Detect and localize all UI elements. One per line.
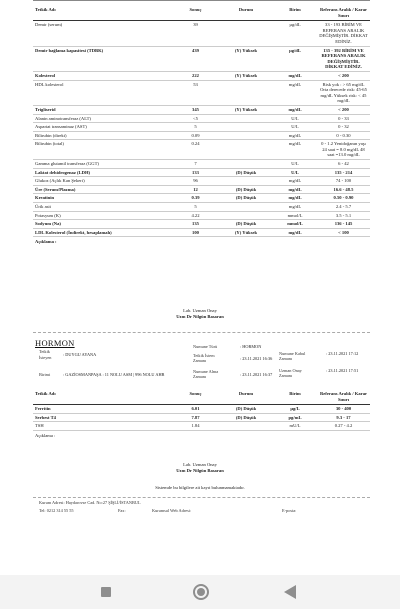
cell-unit: U/L <box>273 168 317 177</box>
cell-test-name: LDL Kolesterol (İndirekt, hesaplamalı) <box>33 228 172 237</box>
col-test-name: Tetkik Adı <box>33 6 172 21</box>
cell-test-name: Potasyum (K) <box>33 211 172 220</box>
table-row <box>33 131 370 140</box>
kabul-value: : 23.11.2021 17:12 <box>326 351 359 356</box>
cell-status: (D) Düşük <box>219 413 273 422</box>
no-record-notice: Sistemde bu bilgilere ait kayıt bulunmamaktadır. <box>155 485 245 490</box>
cell-unit: mmol/L <box>273 211 317 220</box>
cell-test-name: Bilirubin (direkt) <box>33 131 172 140</box>
cell-status <box>219 80 273 105</box>
cell-status: (D) Düşük <box>219 194 273 203</box>
col-status: Durum <box>219 390 273 405</box>
cell-status: (D) Düşük <box>219 405 273 414</box>
cell-result: 345 <box>172 105 219 114</box>
cell-reference: 135 - 214 <box>317 168 370 177</box>
cell-result: 7.87 <box>172 413 219 422</box>
cell-reference: 9.3 - 17 <box>317 413 370 422</box>
top-rule <box>33 0 370 1</box>
recents-icon[interactable] <box>101 587 111 597</box>
cell-reference: < 200 <box>317 71 370 80</box>
cell-reference: < 100 <box>317 228 370 237</box>
signature-block <box>0 462 400 474</box>
cell-result: 39 <box>172 21 219 46</box>
table-row <box>33 422 370 431</box>
cell-test-name: Ürik asit <box>33 203 172 212</box>
footer <box>33 500 370 522</box>
cell-test-name: Kolesterol <box>33 71 172 80</box>
table-row <box>33 21 370 46</box>
cell-result: 1.84 <box>172 422 219 431</box>
cell-status: (Y) Yüksek <box>219 46 273 71</box>
cell-status <box>219 21 273 46</box>
cell-unit: mmol/L <box>273 220 317 229</box>
cell-unit: U/L <box>273 123 317 132</box>
cell-status <box>219 140 273 160</box>
cell-unit: mg/dL <box>273 177 317 186</box>
cell-status <box>219 131 273 140</box>
cell-unit: µg/dL <box>273 46 317 71</box>
col-unit: Birim <box>273 390 317 405</box>
cell-status: (D) Düşük <box>219 168 273 177</box>
table-row <box>33 194 370 203</box>
note-label: Açıklama : <box>33 237 370 251</box>
tetkik-label: Tetkik <box>39 349 50 354</box>
cell-test-name: Serbest T4 <box>33 413 172 422</box>
cell-test-name: Alanin aminotransferaz (ALT) <box>33 114 172 123</box>
cell-result: 133 <box>172 168 219 177</box>
cell-reference: < 200 <box>317 105 370 114</box>
cell-reference: 0.27 - 4.2 <box>317 422 370 431</box>
cell-unit: mg/dL <box>273 131 317 140</box>
cell-status <box>219 422 273 431</box>
cell-test-name: Üre (Serum/Plazma) <box>33 185 172 194</box>
cell-test-name: Aspartat transaminaz (AST) <box>33 123 172 132</box>
cell-status: (D) Düşük <box>219 185 273 194</box>
cell-test-name: Bilirubin (total) <box>33 140 172 160</box>
cell-test-name: Demir bağlama kapasitesi (TDBK) <box>33 46 172 71</box>
cell-result: 135 <box>172 220 219 229</box>
table-row <box>33 211 370 220</box>
table-row <box>33 140 370 160</box>
cell-unit: mU/L <box>273 422 317 431</box>
cell-reference: 2.4 - 5.7 <box>317 203 370 212</box>
cell-test-name: Ferritin <box>33 405 172 414</box>
cell-status <box>219 123 273 132</box>
cell-test-name: TSH <box>33 422 172 431</box>
signature-doctor-name: Uzm Dr Nilgün Basaran <box>176 314 224 319</box>
note-label: Açıklama : <box>33 430 370 444</box>
numune-turu-label: Numune Türü <box>193 344 218 349</box>
footer-address: Kurum Adresi: Haydarovse Cad. No:27 ŞİŞLİ/İSTANBUL <box>39 500 141 505</box>
cell-status: (Y) Yüksek <box>219 228 273 237</box>
cell-reference: 0 - 1.2 Yenidoğanın yaşı 24 saat = 8.0 mg/dL 48 saat =13.0 mg/dL <box>317 140 370 160</box>
table-row <box>33 203 370 212</box>
col-status: Durum <box>219 6 273 21</box>
cell-reference: 0 - 33 <box>317 114 370 123</box>
cell-reference: 30 - 400 <box>317 405 370 414</box>
cell-test-name: Gamma glutamil transferaz (GGT) <box>33 160 172 169</box>
cell-result: 439 <box>172 46 219 71</box>
col-unit: Birim <box>273 6 317 21</box>
footer-phone: Tel: 0212 314 55 55 <box>39 508 74 513</box>
table-row <box>33 168 370 177</box>
cell-status <box>219 177 273 186</box>
sample-meta <box>33 344 370 384</box>
col-test-name: Tetkik Adı <box>33 390 172 405</box>
table-row <box>33 80 370 105</box>
cell-test-name: Sodyum (Na) <box>33 220 172 229</box>
cell-unit: pg/mL <box>273 413 317 422</box>
home-icon[interactable] <box>193 584 209 600</box>
cell-reference: 136 - 145 <box>317 220 370 229</box>
numune-turu-value: : HORMON <box>240 344 262 349</box>
cell-reference: 0 - 32 <box>317 123 370 132</box>
biochemistry-results-table <box>33 6 370 250</box>
signature-title: Lab. Uzman Onay <box>183 462 217 467</box>
cell-test-name: Glukoz (Açlık Kan Şekeri) <box>33 177 172 186</box>
birimi-label: Birimi <box>39 372 51 377</box>
cell-test-name: Laktat dehidrogenaz (LDH) <box>33 168 172 177</box>
cell-unit: mg/dL <box>273 71 317 80</box>
col-result: Sonuç <box>172 6 219 21</box>
table-row <box>33 405 370 414</box>
cell-status <box>219 114 273 123</box>
cell-status <box>219 160 273 169</box>
table-row <box>33 185 370 194</box>
section-title: HORMON <box>35 338 75 348</box>
table-header-row <box>33 390 370 405</box>
cell-reference: 6 - 42 <box>317 160 370 169</box>
cell-unit: mg/dL <box>273 203 317 212</box>
signature-block <box>0 308 400 320</box>
cell-reference: 16.6 - 48.5 <box>317 185 370 194</box>
cell-result: 0.39 <box>172 194 219 203</box>
col-reference: Referans Aralık / Karar Sınırı <box>317 390 370 405</box>
cell-unit: U/L <box>273 114 317 123</box>
onay-value: : 23.11.2021 17:51 <box>326 368 359 373</box>
cell-result: 5 <box>172 123 219 132</box>
table-row <box>33 105 370 114</box>
istem-label: Tetkik İstem Zamanı <box>193 353 215 363</box>
cell-status: (Y) Yüksek <box>219 105 273 114</box>
cell-result: <5 <box>172 114 219 123</box>
birimi-value: : GAZİOSMANPAŞA : 11 NOLU ASM | 996 NOLU AHB <box>63 372 165 377</box>
back-icon[interactable] <box>284 585 296 599</box>
footer-email: E-posta: <box>282 508 297 513</box>
table-row <box>33 46 370 71</box>
cell-result: 96 <box>172 177 219 186</box>
cell-reference: 135 - 392 BİRİM VE REFERANS ARALIK DEĞİŞMİŞTİR. DİKKAT EDİNİZ. <box>317 46 370 71</box>
col-reference: Referans Aralık / Karar Sınırı <box>317 6 370 21</box>
cell-result: 6.01 <box>172 405 219 414</box>
cell-unit: mg/dL <box>273 105 317 114</box>
signature-title: Lab. Uzman Onay <box>183 308 217 313</box>
cell-unit: mg/dL <box>273 140 317 160</box>
cell-result: 12 <box>172 185 219 194</box>
cell-reference: 33 - 193 BİRİM VE REFERANS ARALIK DEĞİŞMİŞTİR. DİKKAT EDİNİZ. <box>317 21 370 46</box>
section-divider <box>33 332 370 333</box>
cell-unit: mg/dL <box>273 194 317 203</box>
table-row <box>33 114 370 123</box>
cell-result: 222 <box>172 71 219 80</box>
cell-unit: U/L <box>273 160 317 169</box>
istem-value: : 23.11.2021 16:36 <box>240 356 273 361</box>
col-result: Sonuç <box>172 390 219 405</box>
cell-unit: µg/dL <box>273 21 317 46</box>
cell-status <box>219 211 273 220</box>
cell-unit: mg/dL <box>273 228 317 237</box>
cell-test-name: Trigliserid <box>33 105 172 114</box>
cell-status <box>219 203 273 212</box>
onay-label: Uzman Onay Zamanı <box>279 368 302 378</box>
cell-test-name: Demir (serum) <box>33 21 172 46</box>
cell-unit: mg/dL <box>273 185 317 194</box>
table-row <box>33 220 370 229</box>
cell-status: (D) Düşük <box>219 220 273 229</box>
cell-result: 5 <box>172 203 219 212</box>
cell-unit: mg/dL <box>273 80 317 105</box>
cell-reference: 74 - 100 <box>317 177 370 186</box>
signature-doctor-name: Uzm Dr Nilgün Basaran <box>176 468 224 473</box>
cell-reference: 0.50 - 0.90 <box>317 194 370 203</box>
alma-label: Numune Alma Zamanı <box>193 369 219 379</box>
cell-reference: 3.5 - 5.1 <box>317 211 370 220</box>
table-row <box>33 160 370 169</box>
table-header-row <box>33 6 370 21</box>
cell-reference: Risk yok : > 65 mg/dL Orta derecede risk: 45-65 mg/dL Yüksek risk: < 45 mg/dL <box>317 80 370 105</box>
cell-result: 7 <box>172 160 219 169</box>
cell-result: 0.24 <box>172 140 219 160</box>
table-row <box>33 71 370 80</box>
system-navigation-bar <box>0 575 400 609</box>
cell-result: 100 <box>172 228 219 237</box>
footer-fax: Fax: <box>118 508 126 513</box>
footer-divider <box>33 497 370 498</box>
alma-value: : 23.11.2021 16:37 <box>240 372 273 377</box>
footer-web: Kurumsal Web Adresi: <box>152 508 192 513</box>
hormon-results-table <box>33 390 370 444</box>
table-row <box>33 123 370 132</box>
isteyen-value: : DUYGU AYANA <box>63 352 97 357</box>
kabul-label: Numune Kabul Zamanı <box>279 351 306 361</box>
cell-result: 0.09 <box>172 131 219 140</box>
cell-reference: 0 - 0.30 <box>317 131 370 140</box>
cell-status: (Y) Yüksek <box>219 71 273 80</box>
cell-unit: µg/L <box>273 405 317 414</box>
isteyen-label: İsteyen <box>39 355 52 360</box>
cell-result: 4.22 <box>172 211 219 220</box>
cell-test-name: Kreatinin <box>33 194 172 203</box>
table-row <box>33 413 370 422</box>
table-row <box>33 228 370 237</box>
cell-test-name: HDL kolesterol <box>33 80 172 105</box>
table-row <box>33 177 370 186</box>
cell-result: 53 <box>172 80 219 105</box>
